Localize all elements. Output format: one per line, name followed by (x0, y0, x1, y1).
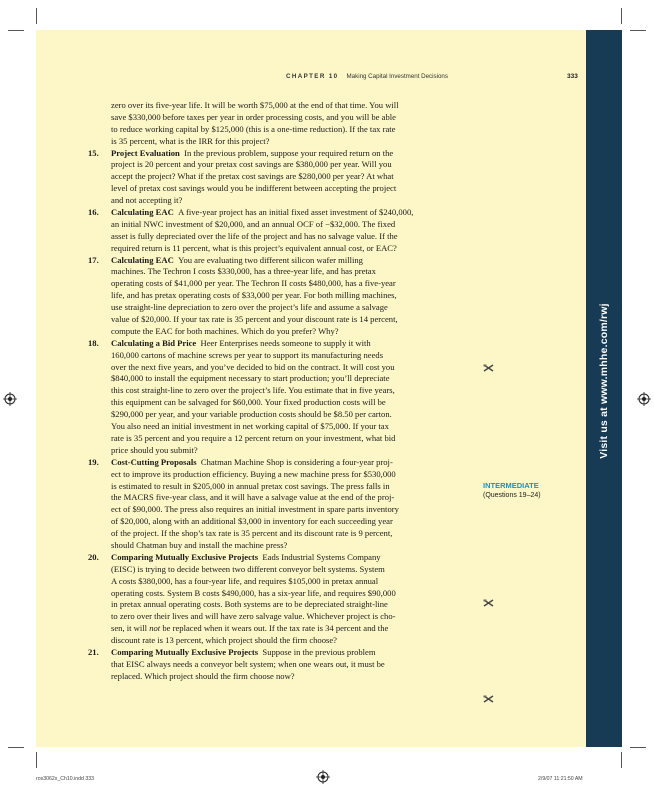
problem-text: In the previous problem, suppose your required return on the (184, 147, 394, 158)
registration-mark (637, 392, 651, 406)
problem-line: in pretax annual operating costs. Both systems are to be depreciated straight-line (111, 599, 388, 610)
problem-line: discount rate is 13 percent, which project should the firm choose? (111, 635, 337, 646)
problem-first-line (88, 147, 483, 160)
problem-line: over the next five years, and you’ve decided to bid on the contract. It will cost you (111, 361, 395, 372)
emphasis: not (149, 623, 161, 634)
problem-title: Comparing Mutually Exclusive Projects (111, 551, 259, 562)
problem-title: Comparing Mutually Exclusive Projects (111, 646, 259, 657)
problem-line: sen, it will not be replaced when it wears out. If the tax rate is 34 percent and the (111, 623, 389, 634)
problem-line: compute the EAC for both machines. Which do you prefer? Why? (111, 325, 339, 336)
problem-line: of the project. If the shop’s tax rate is 35 percent and its discount rate is 9 percent, (111, 528, 393, 539)
problem-line: project is 20 percent and your pretax cost savings are $380,000 per year. Will you (111, 159, 392, 170)
crop-mark (8, 30, 24, 31)
problem-line: (EISC) is trying to decide between two different conveyor belt systems. System (111, 563, 385, 574)
chapter-label: CHAPTER 10 (286, 73, 339, 80)
problem-line: to zero over their lives and will have zero salvage value. Whichever project is cho- (111, 611, 396, 622)
footer-filename: ros3062x_Ch10.indd 333 (36, 776, 94, 782)
problem-text: Eads Industrial Systems Company (262, 551, 381, 562)
crop-mark (621, 8, 622, 24)
problem-line: an initial NWC investment of $20,000, and an annual OCF of −$32,000. The fixed (111, 218, 396, 229)
difficulty-label: INTERMEDIATE (483, 481, 539, 490)
problem-line: life, and has pretax operating costs of $33,000 per year. For both milling machines, (111, 290, 397, 301)
problem-first-line (88, 337, 483, 350)
problem-line: A costs $380,000, has a four-year life, and requires $105,000 in pretax annual (111, 575, 379, 586)
problem-title: Project Evaluation (111, 147, 180, 158)
problem-number: 19. (88, 456, 99, 467)
problem-line: You also need an initial investment in net working capital of $75,000. If your tax (111, 421, 389, 432)
difficulty-range: (Questions 19–24) (483, 492, 541, 499)
problem-line: level of pretax cost savings would you be indifferent between accepting the project (111, 183, 397, 194)
problem-number: 20. (88, 551, 99, 562)
problem-number: 21. (88, 646, 99, 657)
page-number: 333 (567, 73, 578, 80)
problem-line: should Chatman buy and install the machine press? (111, 539, 288, 550)
problem-line: $840,000 to install the equipment necessary to start production; you’ll depreciate (111, 373, 390, 384)
problem-line: rate is 35 percent and you require a 12 percent return on your investment, what bid (111, 432, 396, 443)
crop-mark (8, 747, 24, 748)
problem-line: replaced. Which project should the firm choose now? (111, 670, 295, 681)
problem-first-line (88, 551, 483, 564)
problem-text: Chatman Machine Shop is considering a four-year proj- (200, 456, 393, 467)
problem-line: required return is 11 percent, what is this project’s equivalent annual cost, or EAC? (111, 242, 397, 253)
footer-timestamp: 2/9/07 11:21:50 AM (538, 776, 583, 782)
problem-line: use straight-line depreciation to zero over the project’s life and assume a salvage (111, 302, 388, 313)
sidebar-url[interactable]: Visit us at www.mhhe.com/rwj (598, 303, 610, 459)
spreadsheet-icon (483, 695, 494, 703)
problem-line: that EISC always needs a conveyor belt system; when one wears out, it must be (111, 658, 385, 669)
problem-first-line (88, 254, 483, 267)
problem-line: and not accepting it? (111, 195, 183, 206)
problem-line: of $20,000, along with an additional $3,000 in inventory for each succeeding year (111, 516, 393, 527)
continuation-line: is 35 percent, what is the IRR for this project? (111, 135, 270, 146)
registration-mark (316, 770, 330, 784)
problem-title: Calculating EAC (111, 207, 174, 218)
problem-first-line (88, 456, 483, 469)
problem-text: Heer Enterprises needs someone to supply it with (200, 337, 371, 348)
problem-number: 17. (88, 254, 99, 265)
running-header (286, 73, 448, 80)
problem-list (88, 100, 483, 683)
continuation-line: to reduce working capital by $125,000 (this is a one-time reduction). If the tax rate (111, 123, 396, 134)
crop-mark (621, 752, 622, 768)
problem-line: 160,000 cartons of machine screws per year to support its manufacturing needs (111, 349, 384, 360)
problem-text: A five-year project has an initial fixed asset investment of $240,000, (178, 207, 414, 218)
problem-line: the MACRS five-year class, and it will have a salvage value at the end of the proj- (111, 492, 395, 503)
problem-title: Cost-Cutting Proposals (111, 456, 197, 467)
problem-line: ect to improve its production efficiency. Buying a new machine press for $530,000 (111, 468, 396, 479)
problem-line: accept the project? What if the pretax cost savings are $280,000 per year? At what (111, 171, 394, 182)
problem-line: machines. The Techron I costs $330,000, has a three-year life, and has pretax (111, 266, 376, 277)
problem-text: You are evaluating two different silicon wafer milling (178, 254, 363, 265)
problem-line: this cost straight-line to zero over the project’s life. You estimate that in five years, (111, 385, 395, 396)
problem-title: Calculating EAC (111, 254, 174, 265)
spreadsheet-icon (483, 599, 494, 607)
problem-line: ect of $90,000. The press also requires an initial investment in spare parts inventory (111, 504, 399, 515)
continuation-line: zero over its five-year life. It will be worth $75,000 at the end of that time. You will (111, 100, 399, 110)
problem-line: operating costs of $41,000 per year. The Techron II costs $480,000, has a five-year (111, 278, 396, 289)
crop-mark (630, 747, 646, 748)
crop-mark (36, 752, 37, 768)
crop-mark (630, 30, 646, 31)
problem-line: is estimated to result in $205,000 in annual pretax cost savings. The press falls in (111, 480, 390, 491)
problem-number: 18. (88, 337, 99, 348)
problem-first-line (88, 646, 483, 659)
registration-mark (3, 392, 17, 406)
chapter-title: Making Capital Investment Decisions (346, 73, 448, 80)
problem-text: Suppose in the previous problem (262, 646, 376, 657)
problem-line: value of $20,000. If your tax rate is 35 percent and your discount rate is 14 percent, (111, 314, 398, 325)
problem-number: 16. (88, 207, 99, 218)
crop-mark (36, 8, 37, 24)
problem-line: asset is fully depreciated over the life of the project and has no salvage value. If the (111, 230, 398, 241)
problem-title: Calculating a Bid Price (111, 337, 197, 348)
spreadsheet-icon (483, 364, 494, 372)
problem-line: this equipment can be salvaged for $60,000. Your fixed production costs will be (111, 397, 386, 408)
problem-number: 15. (88, 147, 99, 158)
problem-line: operating costs. System B costs $490,000, has a six-year life, and requires $90,000 (111, 587, 396, 598)
problem-line: $290,000 per year, and your variable production costs should be $8.50 per carton. (111, 409, 392, 420)
problem-first-line (88, 207, 483, 219)
continuation-line: save $330,000 before taxes per year in order processing costs, and you will be able (111, 111, 396, 122)
problem-line: price should you submit? (111, 444, 198, 455)
